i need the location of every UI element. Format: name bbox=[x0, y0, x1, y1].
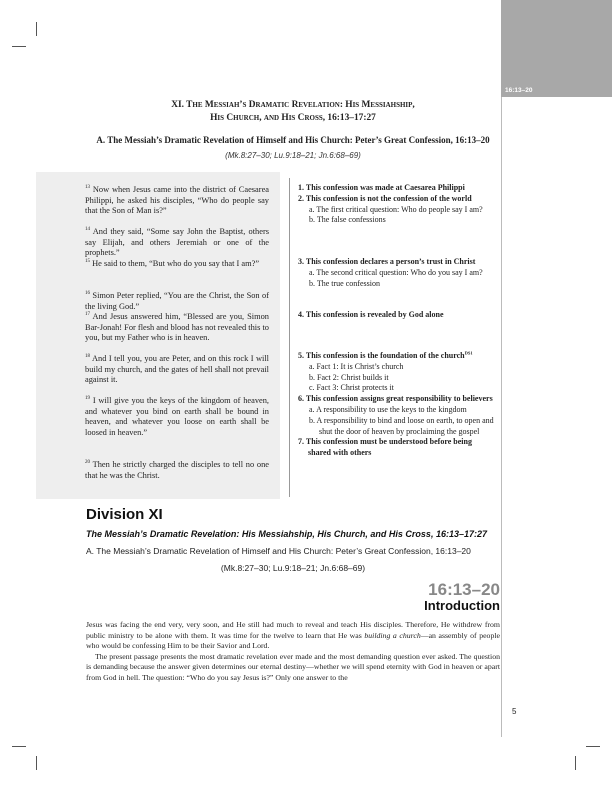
crop-mark bbox=[12, 746, 26, 747]
outline-point: 6. This confession assigns great responsibility to believers bbox=[298, 394, 493, 404]
outline-point-text: 5. This confession is the foundation of the church bbox=[298, 351, 465, 360]
verse-number: 18 bbox=[85, 354, 90, 360]
chapter-thumb-tab bbox=[501, 0, 612, 97]
verse-20 bbox=[85, 460, 269, 481]
verse-number: 20 bbox=[85, 460, 90, 466]
verse-14 bbox=[85, 227, 269, 259]
division-heading-line1: XI. The Messiah’s Dramatic Revelation: His Messiahship, bbox=[171, 100, 415, 110]
outline-group-5 bbox=[298, 351, 494, 459]
division-section: A. The Messiah’s Dramatic Revelation of Himself and His Church: Peter’s Great Confession, 16:13–20 bbox=[86, 546, 471, 556]
crop-mark bbox=[575, 756, 576, 770]
verse-text: He said to them, “But who do you say that I am?” bbox=[92, 259, 260, 268]
outline-footnote-marker: DS1 bbox=[464, 350, 473, 356]
division-heading bbox=[86, 99, 500, 125]
outline-point bbox=[298, 351, 494, 362]
outline-subpoint: a. Fact 1: It is Christ’s church bbox=[309, 361, 404, 371]
outline-group-4 bbox=[298, 310, 494, 321]
verse-text: Simon Peter replied, “You are the Christ, the Son of the living God.” bbox=[85, 291, 269, 311]
margin-rule bbox=[501, 97, 502, 737]
verse-text: Now when Jesus came into the district of Caesarea Philippi, he asked his disciples, “Who do people say that the Son of Man is?” bbox=[85, 185, 270, 216]
outline-subpoint: b. The false confessions bbox=[309, 215, 386, 225]
verse-text: I will give you the keys of the kingdom of heaven, and whatever you bind on earth shall be bound in heaven, and whatever you loose on earth shall be loosed in heaven.” bbox=[85, 396, 270, 437]
cross-references: (Mk.8:27–30; Lu.9:18–21; Jn.6:68–69) bbox=[225, 151, 361, 160]
introduction-body bbox=[86, 620, 500, 684]
outline-group-3 bbox=[298, 257, 494, 289]
verse-number: 14 bbox=[85, 227, 90, 233]
verse-number: 17 bbox=[85, 312, 90, 318]
verse-number: 13 bbox=[85, 185, 90, 191]
outline-subpoint: a. The second critical question: Who do you say I am? bbox=[309, 267, 483, 277]
crop-mark bbox=[12, 46, 26, 47]
passage-reference: 16:13–20 bbox=[428, 580, 500, 599]
outline-subpoint: a. The first critical question: Who do people say I am? bbox=[309, 204, 483, 214]
verse-text: And Jesus answered him, “Blessed are you, Simon Bar-Jonah! For flesh and blood has not revealed this to you, but my Father who is in heaven. bbox=[85, 312, 269, 343]
outline-subpoint: a. A responsibility to use the keys to the kingdom bbox=[309, 404, 467, 414]
verse-17 bbox=[85, 312, 269, 344]
crop-mark bbox=[36, 756, 37, 770]
outline-group-1 bbox=[298, 183, 494, 226]
division-title: Division XI bbox=[86, 506, 163, 523]
division-subtitle: The Messiah’s Dramatic Revelation: His Messiahship, His Church, and His Cross, 16:13–17:27 bbox=[86, 529, 487, 539]
verse-15 bbox=[85, 259, 269, 270]
column-divider bbox=[289, 178, 290, 497]
thumb-tab-label: 16:13–20 bbox=[505, 87, 533, 94]
verse-19 bbox=[85, 396, 269, 438]
section-heading: A. The Messiah’s Dramatic Revelation of Himself and His Church: Peter’s Great Confession, 16:13–20 bbox=[96, 135, 490, 145]
outline-point: 4. This confession is revealed by God alone bbox=[298, 310, 444, 319]
division-heading-line2: His Church, and His Cross, 16:13–17:27 bbox=[210, 113, 376, 123]
page-number: 5 bbox=[512, 707, 517, 716]
verse-text: And I tell you, you are Peter, and on this rock I will build my church, and the gates of hell shall not prevail against it. bbox=[85, 354, 269, 385]
verse-number: 19 bbox=[85, 396, 90, 402]
verse-number: 16 bbox=[85, 291, 90, 297]
emphasis-text: building a church bbox=[364, 630, 421, 640]
paragraph: The present passage presents the most dramatic revelation ever made and the most demanding question ever asked. The question is demanding because the answer given determines our eternal destiny—whether we will spend eternity with God in heaven or apart from God in hell. The question: “Who do you say Jesus is?” Only one answer to the bbox=[86, 651, 500, 682]
verse-18 bbox=[85, 354, 269, 386]
paragraph-text: —an assembly of people who would be confessing Him to be their Savior and Lord. bbox=[86, 630, 500, 651]
outline-point: 3. This confession declares a person’s trust in Christ bbox=[298, 257, 476, 266]
outline-subpoint: b. A responsibility to bind and loose on earth, to open and shut the door of heaven by proclaiming the gospel bbox=[309, 415, 494, 436]
outline-point: 7. This confession must be understood before being shared with others bbox=[298, 437, 472, 458]
paragraph-text: Jesus was facing the end very, very soon, and He still had much to reveal and teach His disciples. Therefore, He withdrew from public ministry to be alone with them. It was time for the twelve to learn that He was bbox=[86, 620, 500, 640]
paragraph bbox=[86, 620, 500, 652]
outline-subpoint: b. Fact 2: Christ builds it bbox=[309, 372, 389, 382]
crop-mark bbox=[36, 22, 37, 36]
outline-point: 2. This confession is not the confession of the world bbox=[298, 193, 472, 203]
verse-text: And they said, “Some say John the Baptist, others say Elijah, and others Jeremiah or one of the prophets.” bbox=[85, 227, 269, 258]
verse-16 bbox=[85, 291, 269, 312]
introduction-heading: Introduction bbox=[424, 598, 500, 613]
verse-text: Then he strictly charged the disciples to tell no one that he was the Christ. bbox=[85, 460, 269, 480]
verse-13 bbox=[85, 185, 269, 217]
division-cross-references: (Mk.8:27–30; Lu.9:18–21; Jn.6:68–69) bbox=[220, 563, 366, 573]
outline-subpoint: c. Fact 3: Christ protects it bbox=[309, 383, 394, 393]
verse-number: 15 bbox=[85, 259, 90, 265]
outline-subpoint: b. The true confession bbox=[309, 278, 380, 288]
outline-point: 1. This confession was made at Caesarea Philippi bbox=[298, 183, 465, 192]
crop-mark bbox=[586, 746, 600, 747]
